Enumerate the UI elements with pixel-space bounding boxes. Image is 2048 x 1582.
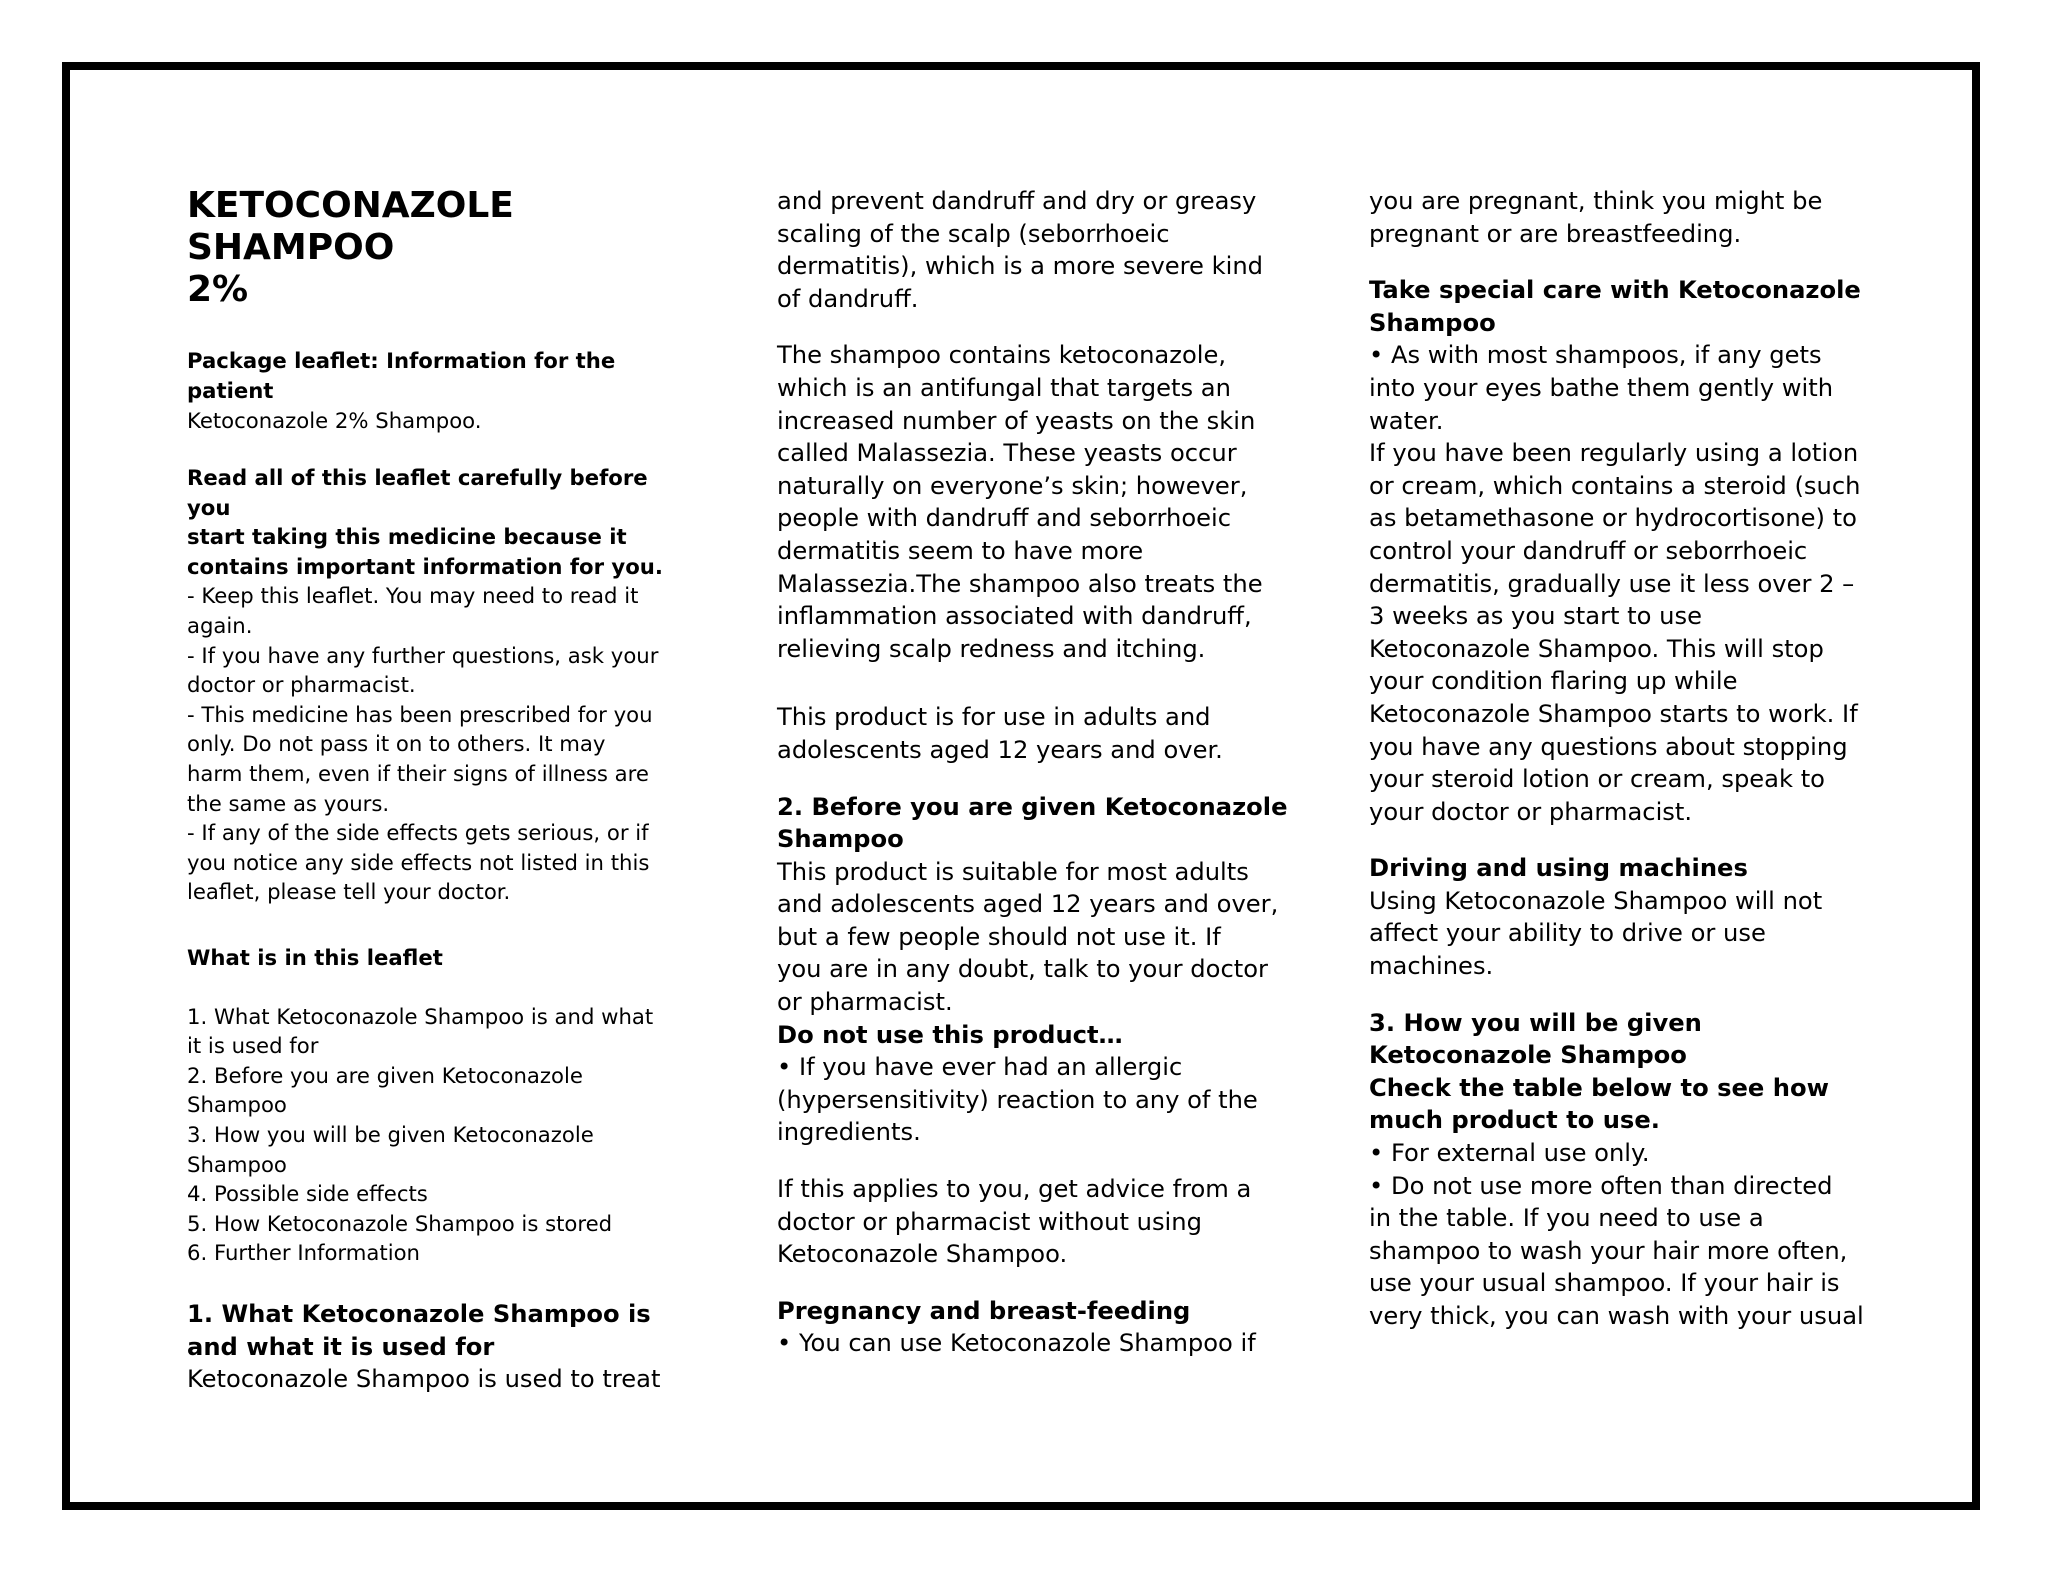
age-paragraph <box>777 701 1297 766</box>
section-1-heading <box>187 1298 687 1363</box>
text-line: • As with most shampoos, if any gets <box>1369 339 1889 372</box>
text-line: or pharmacist. <box>777 988 953 1017</box>
section-3 <box>1369 1007 1889 1333</box>
special-care-heading <box>1369 274 1889 339</box>
pregnancy-continued <box>1369 185 1889 250</box>
text-line: scaling of the scalp (seborrhoeic <box>777 219 1170 248</box>
text-line: naturally on everyone’s skin; however, <box>777 471 1248 500</box>
section-3-heading <box>1369 1007 1889 1137</box>
text-line: - If you have any further questions, ask your <box>187 642 659 668</box>
text-line: your doctor or pharmacist. <box>1369 797 1693 826</box>
text-line: inflammation associated with dandruff, <box>777 602 1252 631</box>
text-line: and adolescents aged 12 years and over, <box>777 890 1279 919</box>
text-line: called Malassezia. These yeasts occur <box>777 439 1237 468</box>
text-line: harm them, even if their signs of illness are <box>187 761 649 787</box>
text-line: • If you have ever had an allergic <box>777 1051 1297 1084</box>
section-1-text: Ketoconazole Shampoo is used to treat <box>187 1365 661 1394</box>
text-line: your condition flaring up while <box>1369 667 1738 696</box>
text-line: 6. Further Information <box>187 1240 420 1266</box>
text-line: This product is for use in adults and <box>777 703 1211 732</box>
text-line: 3. How you will be given <box>1369 1008 1702 1037</box>
text-line: Ketoconazole Shampoo. <box>777 1240 1068 1269</box>
text-line: increased number of yeasts on the skin <box>777 406 1256 435</box>
text-line: again. <box>187 613 253 639</box>
text-line: The shampoo contains ketoconazole, <box>777 341 1227 370</box>
text-line: only. Do not pass it on to others. It may <box>187 731 606 757</box>
leaflet-heading-block <box>187 346 687 435</box>
driving-section <box>1369 852 1889 982</box>
text-line: 2. Before you are given Ketoconazole <box>777 792 1288 821</box>
toc-list <box>187 1002 687 1268</box>
text-line: - Keep this leaflet. You may need to read it <box>187 583 639 609</box>
leaflet-heading <box>187 346 687 405</box>
applies-paragraph <box>777 1173 1297 1271</box>
text-line: you are pregnant, think you might be <box>1369 187 1823 215</box>
text-line: and what it is used for <box>187 1332 495 1361</box>
pregnancy-section <box>777 1295 1297 1360</box>
section-2-heading <box>777 791 1297 856</box>
text-line: relieving scalp redness and itching. <box>777 634 1206 663</box>
text-line: Shampoo <box>187 1151 287 1177</box>
uses-paragraph <box>777 185 1297 315</box>
document-title <box>187 185 687 311</box>
advice-list <box>187 581 687 907</box>
text-line: shampoo to wash your hair more often, <box>1369 1236 1848 1265</box>
text-line: doctor or pharmacist without using <box>777 1207 1202 1236</box>
text-line: Shampoo <box>1369 308 1496 337</box>
text-line: Read all of this leaflet carefully before you <box>187 465 648 520</box>
text-line: the same as yours. <box>187 790 390 816</box>
section-2-text <box>777 856 1297 1019</box>
column-1 <box>187 185 687 1396</box>
text-line: water. <box>1369 406 1444 435</box>
read-all-block <box>187 463 687 907</box>
text-line: it is used for <box>187 1033 319 1059</box>
text-line: Ketoconazole Shampoo <box>1369 1041 1687 1070</box>
text-line: ingredients. <box>777 1118 921 1147</box>
text-line: you are in any doubt, talk to your doctor <box>777 955 1268 984</box>
text-line: Package leaflet: Information for the <box>187 348 616 374</box>
column-3 <box>1369 185 1889 1333</box>
text-line: in the table. If you need to use a <box>1369 1204 1764 1233</box>
driving-heading: Driving and using machines <box>1369 854 1748 883</box>
text-line: you notice any side effects not listed in this <box>187 849 650 875</box>
eyes-bullet <box>1369 339 1889 437</box>
allergy-bullet <box>777 1051 1297 1149</box>
text-line: - This medicine has been prescribed for you <box>187 701 653 727</box>
text-line: dermatitis seem to have more <box>777 536 1144 565</box>
text-line: affect your ability to drive or use <box>1369 919 1766 948</box>
text-line: patient <box>187 377 274 403</box>
text-line: doctor or pharmacist. <box>187 672 416 698</box>
text-line: Using Ketoconazole Shampoo will not <box>1369 886 1823 915</box>
text-line: you have any questions about stopping <box>1369 732 1848 761</box>
toc-block <box>187 943 687 1268</box>
text-line: Check the table below to see how <box>1369 1073 1829 1102</box>
text-line: This product is suitable for most adults <box>777 857 1249 886</box>
special-care-section <box>1369 274 1889 828</box>
text-line: KETOCONAZOLE <box>187 185 514 226</box>
text-line: SHAMPOO <box>187 227 395 269</box>
text-line: which is an antifungal that targets an <box>777 373 1231 402</box>
directed-bullet <box>1369 1170 1889 1333</box>
text-line: 3. How you will be given Ketoconazole <box>187 1121 594 1147</box>
ketoconazole-paragraph <box>777 339 1297 665</box>
text-line: Shampoo <box>187 1092 287 1118</box>
leaflet-subtitle: Ketoconazole 2% Shampoo. <box>187 407 482 433</box>
text-line: dermatitis, gradually use it less over 2 – <box>1369 569 1855 598</box>
column-2 <box>777 185 1297 1360</box>
pregnancy-heading: Pregnancy and breast-feeding <box>777 1296 1191 1325</box>
steroid-paragraph <box>1369 437 1889 828</box>
section-1 <box>187 1298 687 1396</box>
text-line: 4. Possible side effects <box>187 1181 428 1207</box>
toc-heading: What is in this leaflet <box>187 945 443 971</box>
text-line: much product to use. <box>1369 1106 1660 1135</box>
text-line: 1. What Ketoconazole Shampoo is and what <box>187 1003 654 1029</box>
text-line: as betamethasone or hydrocortisone) to <box>1369 504 1857 533</box>
text-line: Ketoconazole Shampoo starts to work. If <box>1369 699 1858 728</box>
text-line: into your eyes bathe them gently with <box>1369 373 1834 402</box>
text-line: If this applies to you, get advice from a <box>777 1175 1252 1204</box>
text-line: 2. Before you are given Ketoconazole <box>187 1062 583 1088</box>
text-line: Ketoconazole Shampoo. This will stop <box>1369 634 1824 663</box>
text-line: • Do not use more often than directed <box>1369 1170 1889 1203</box>
text-line: Malassezia.The shampoo also treats the <box>777 569 1263 598</box>
pregnancy-bullet: • You can use Ketoconazole Shampoo if <box>777 1327 1297 1360</box>
text-line: of dandruff. <box>777 284 919 313</box>
text-line: - If any of the side effects gets serious, or if <box>187 820 649 846</box>
text-line: adolescents aged 12 years and over. <box>777 735 1223 764</box>
text-line: leaflet, please tell your doctor. <box>187 879 511 905</box>
text-line: or cream, which contains a steroid (such <box>1369 471 1861 500</box>
text-line: pregnant or are breastfeeding. <box>1369 219 1742 248</box>
do-not-use-heading: Do not use this product… <box>777 1020 1123 1049</box>
section-2 <box>777 791 1297 1150</box>
text-line: very thick, you can wash with your usual <box>1369 1302 1864 1330</box>
text-line: use your usual shampoo. If your hair is <box>1369 1269 1840 1298</box>
text-line: 2% <box>187 269 249 311</box>
text-line: (hypersensitivity) reaction to any of the <box>777 1085 1258 1114</box>
text-line: but a few people should not use it. If <box>777 922 1221 951</box>
driving-text <box>1369 885 1889 983</box>
external-use-bullet: • For external use only. <box>1369 1137 1889 1170</box>
read-all-warning <box>187 463 687 581</box>
text-line: 1. What Ketoconazole Shampoo is <box>187 1299 651 1328</box>
text-line: machines. <box>1369 952 1494 981</box>
text-line: start taking this medicine because it <box>187 524 627 550</box>
text-line: contains important information for you. <box>187 553 663 579</box>
text-line: and prevent dandruff and dry or greasy <box>777 187 1257 215</box>
text-line: people with dandruff and seborrhoeic <box>777 504 1232 533</box>
text-line: Shampoo <box>777 825 904 854</box>
text-line: control your dandruff or seborrhoeic <box>1369 536 1808 565</box>
text-line: dermatitis), which is a more severe kind <box>777 252 1264 281</box>
text-line: 5. How Ketoconazole Shampoo is stored <box>187 1210 613 1236</box>
text-line: Take special care with Ketoconazole <box>1369 276 1861 305</box>
text-line: your steroid lotion or cream, speak to <box>1369 765 1825 794</box>
text-line: If you have been regularly using a lotion <box>1369 439 1859 468</box>
text-line: 3 weeks as you start to use <box>1369 602 1702 631</box>
